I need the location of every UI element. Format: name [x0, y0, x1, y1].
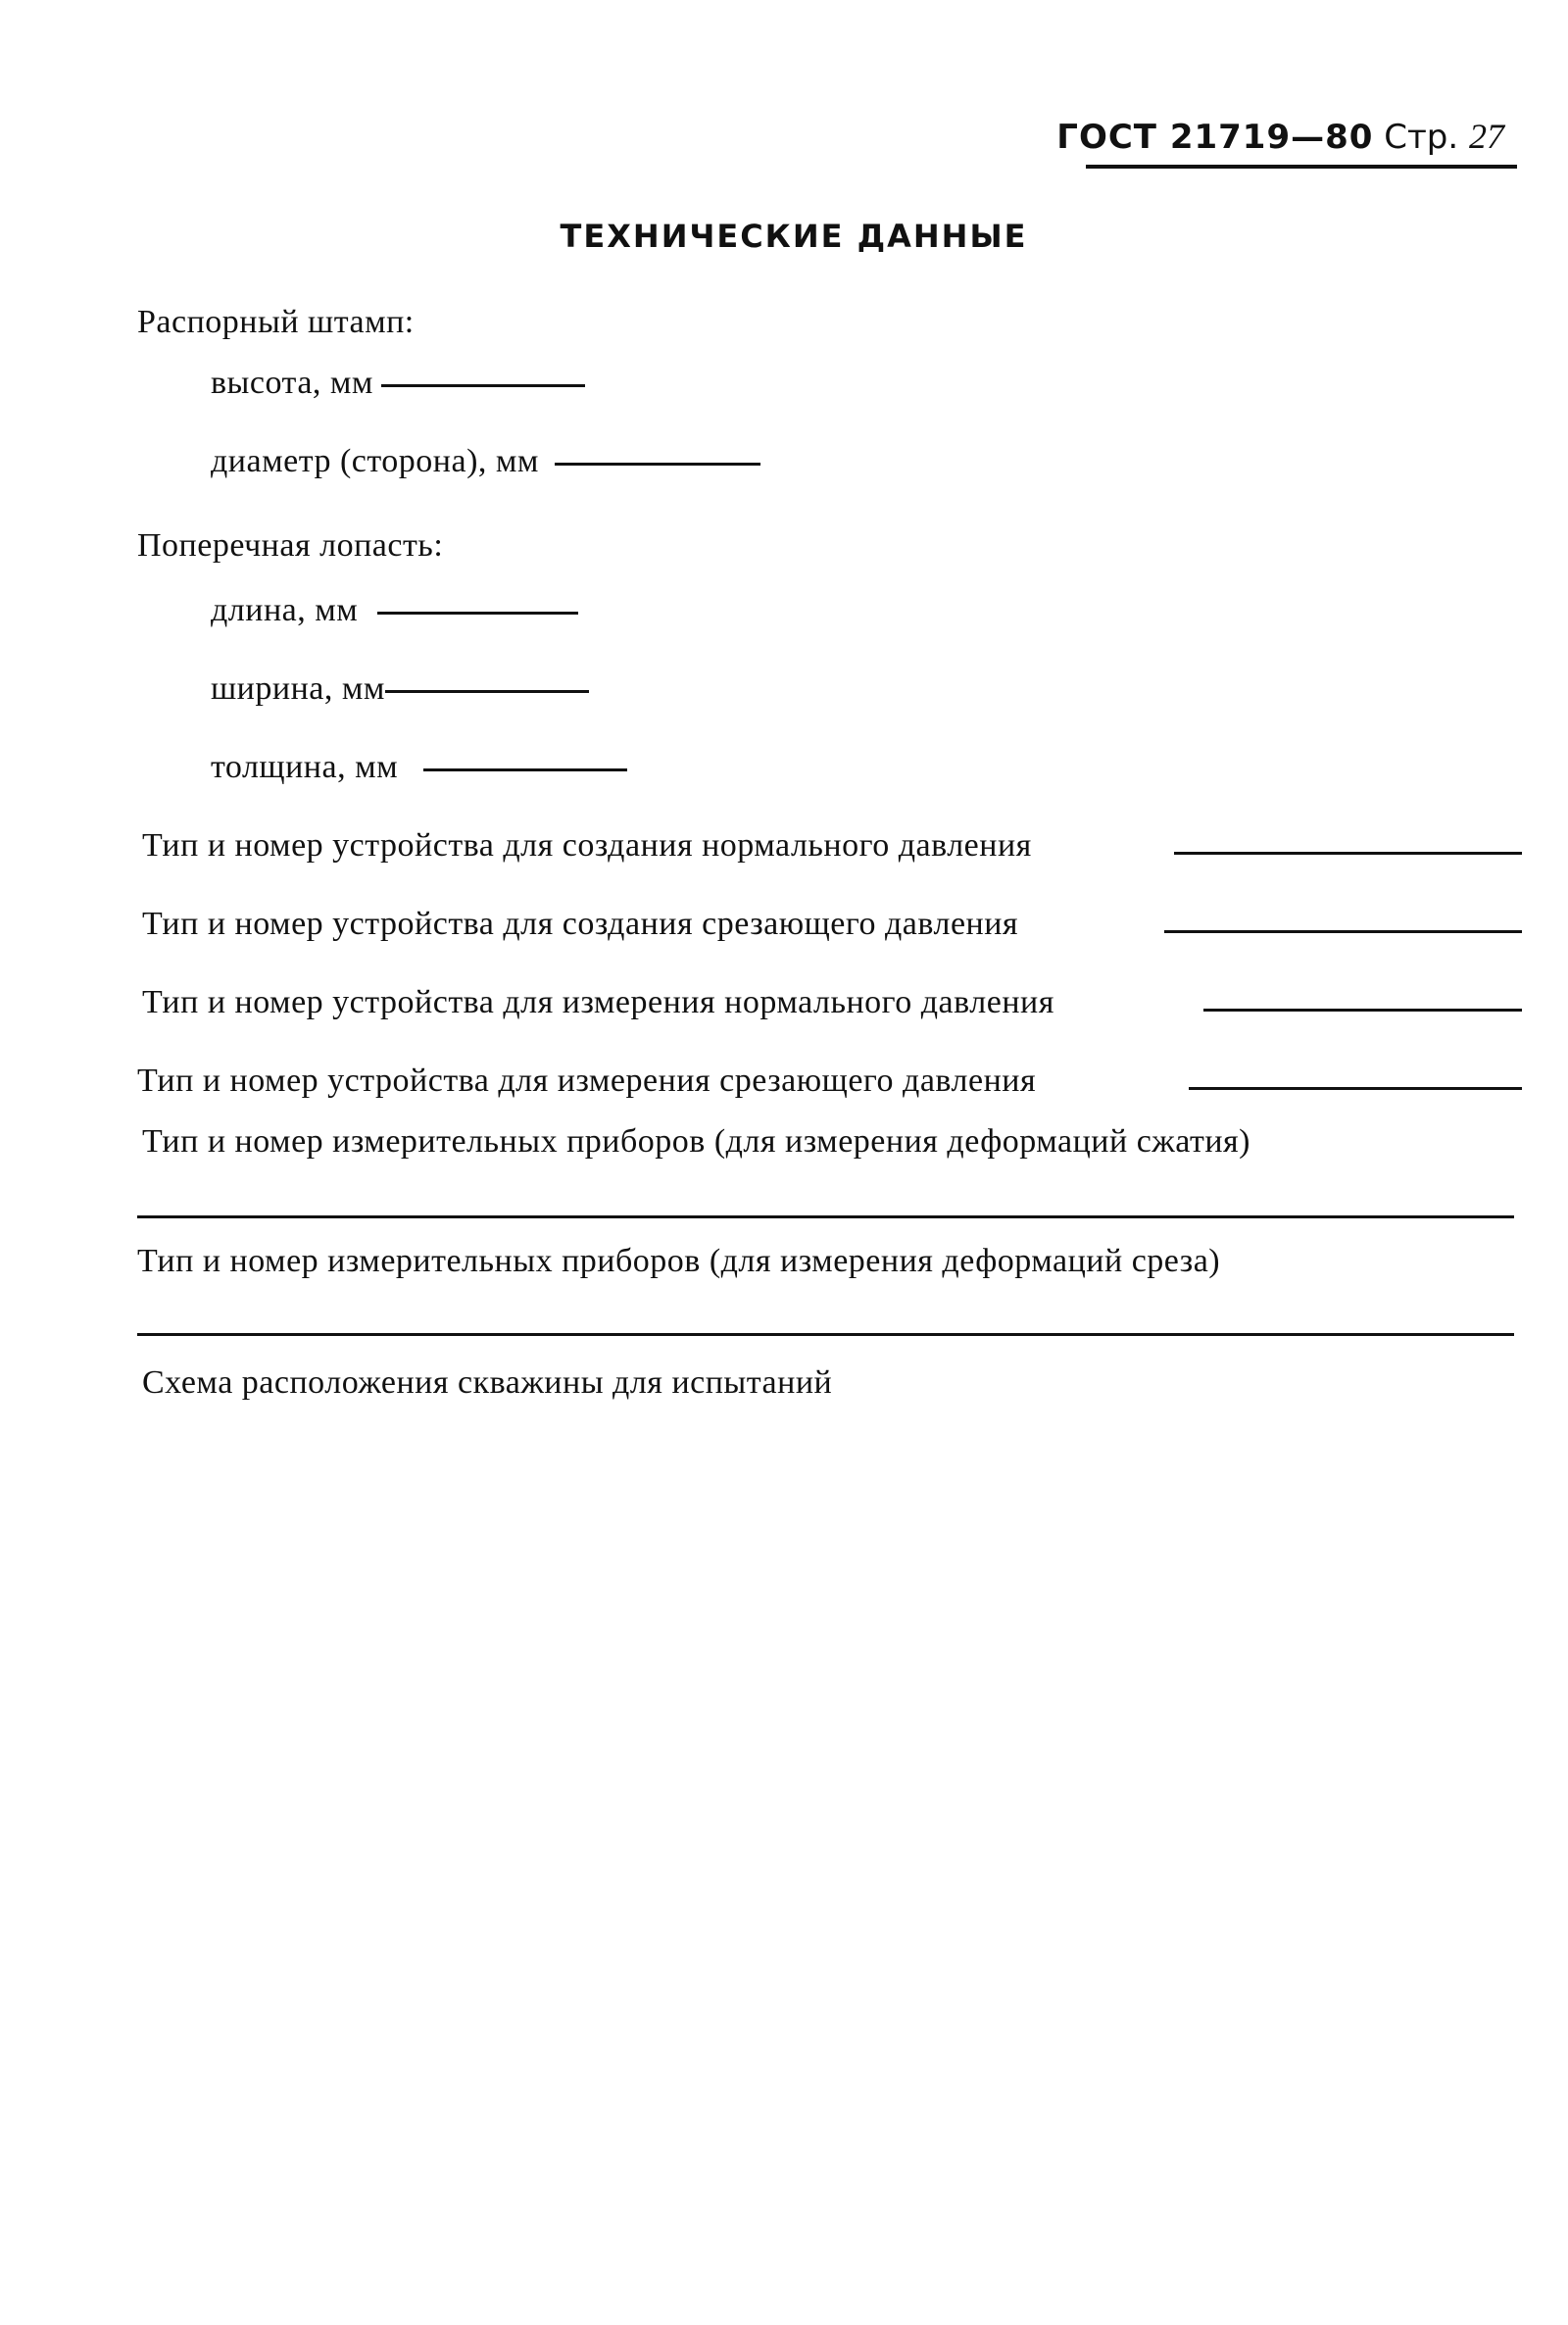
stamp-heading: Распорный штамп: [137, 304, 415, 340]
well-scheme-label: Схема расположения скважины для испытаний [142, 1364, 833, 1401]
instruments-compression-blank [137, 1215, 1514, 1218]
page-number: 27 [1469, 117, 1504, 156]
blade-width-label: ширина, мм [211, 670, 385, 707]
header-rule [1086, 165, 1517, 169]
normal-measure-blank [1203, 1009, 1522, 1012]
blade-thickness-field [211, 749, 627, 786]
blade-width-field [211, 670, 589, 708]
instruments-shear-blank [137, 1333, 1514, 1336]
stamp-diameter-label: диаметр (сторона), мм [211, 443, 539, 479]
normal-measure-label: Тип и номер устройства для измерения нормального давления [142, 984, 1054, 1020]
blade-length-blank [377, 612, 578, 615]
shear-measure-label: Тип и номер устройства для измерения срезающего давления [137, 1063, 1037, 1099]
blade-length-label: длина, мм [211, 592, 359, 628]
shear-measure-blank [1189, 1087, 1522, 1090]
stamp-diameter-field [211, 443, 760, 480]
stamp-height-field [211, 365, 585, 402]
blade-heading: Поперечная лопасть: [137, 527, 444, 564]
page-header [1056, 116, 1504, 157]
page-label: Стр. [1384, 118, 1459, 157]
blade-thickness-blank [423, 768, 627, 771]
stamp-diameter-blank [555, 463, 760, 466]
instruments-compression-label: Тип и номер измерительных приборов (для измерения деформаций сжатия) [142, 1123, 1250, 1160]
blade-length-field [211, 592, 578, 629]
blade-width-blank [385, 690, 589, 693]
page-title: ТЕХНИЧЕСКИЕ ДАННЫЕ [560, 218, 1028, 255]
shear-create-label: Тип и номер устройства для создания срезающего давления [142, 906, 1019, 942]
normal-create-blank [1174, 852, 1522, 855]
normal-create-label: Тип и номер устройства для создания нормального давления [142, 827, 1032, 864]
stamp-height-label: высота, мм [211, 365, 373, 401]
stamp-height-blank [381, 384, 585, 387]
instruments-shear-label: Тип и номер измерительных приборов (для измерения деформаций среза) [137, 1243, 1221, 1279]
document-code: ГОСТ 21719—80 [1056, 118, 1374, 157]
shear-create-blank [1164, 930, 1522, 933]
blade-thickness-label: толщина, мм [211, 749, 399, 785]
